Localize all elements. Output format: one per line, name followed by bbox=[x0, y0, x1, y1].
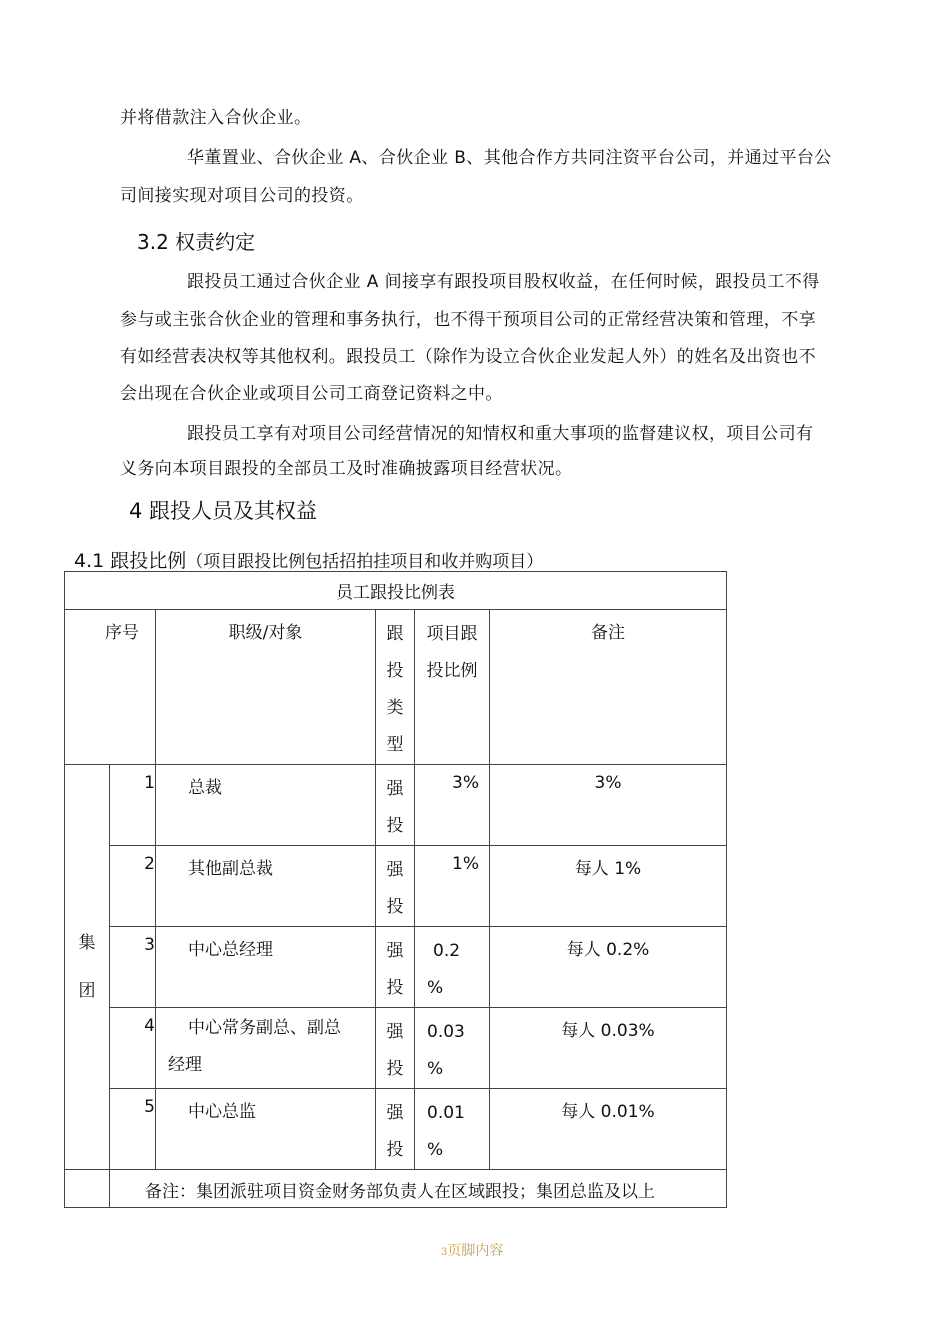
paragraph-text: 会出现在合伙企业或项目公司工商登记资料之中。 bbox=[120, 384, 503, 404]
row-ratio-value: 3% bbox=[452, 773, 479, 793]
row-ratio-value: 0.2 bbox=[433, 941, 461, 961]
row-number: 2 bbox=[110, 846, 156, 927]
row-ratio bbox=[415, 846, 490, 927]
paragraph-text: 华董置业、合伙企业 A、合伙企业 B、其他合作方共同注资平台公司，并通过平台公 bbox=[187, 148, 832, 168]
paragraph-text: 并将借款注入合伙企业。 bbox=[120, 108, 312, 128]
row-number: 1 bbox=[110, 765, 156, 846]
page-number: 3 bbox=[441, 1247, 448, 1258]
row-ratio-value: 0.03 bbox=[427, 1022, 465, 1042]
row-remark: 3% bbox=[490, 765, 727, 846]
row-type-char: 强 bbox=[386, 860, 404, 880]
row-type-char: 强 bbox=[386, 1103, 404, 1123]
header-ratio bbox=[415, 610, 490, 765]
group-char: 团 bbox=[78, 981, 96, 1001]
row-type-char: 投 bbox=[386, 897, 404, 917]
paragraph-text: 有如经营表决权等其他权利。跟投员工（除作为设立合伙企业发起人外）的姓名及出资也不 bbox=[120, 347, 816, 367]
row-number: 3 bbox=[110, 927, 156, 1008]
row-ratio-value: 1% bbox=[452, 854, 479, 874]
row-ratio bbox=[415, 1089, 490, 1170]
footnote-spacer bbox=[65, 1170, 110, 1208]
row-number: 4 bbox=[110, 1008, 156, 1089]
paragraph-text: 司间接实现对项目公司的投资。 bbox=[120, 186, 364, 206]
header-type bbox=[376, 610, 415, 765]
row-type bbox=[376, 1008, 415, 1089]
header-ratio-line: 项目跟 bbox=[426, 624, 478, 644]
investment-ratio-table bbox=[64, 571, 727, 1208]
section-heading-3-2: 3.2 权责约定 bbox=[137, 230, 256, 254]
row-remark: 每人 0.01% bbox=[490, 1089, 727, 1170]
row-ratio-unit: % bbox=[427, 1140, 444, 1160]
header-type-char: 投 bbox=[386, 661, 404, 681]
row-type bbox=[376, 765, 415, 846]
footer-text: 页脚内容 bbox=[447, 1243, 504, 1259]
row-level: 中心总经理 bbox=[156, 927, 376, 1008]
row-level: 中心总监 bbox=[156, 1089, 376, 1170]
row-remark: 每人 0.03% bbox=[490, 1008, 727, 1089]
row-ratio-unit: % bbox=[427, 978, 444, 998]
row-ratio-unit: % bbox=[427, 1059, 444, 1079]
table-row bbox=[65, 846, 727, 927]
paragraph-text: 参与或主张合伙企业的管理和事务执行，也不得干预项目公司的正常经营决策和管理，不享 bbox=[120, 310, 816, 330]
row-level bbox=[156, 1008, 376, 1089]
page-footer bbox=[441, 1240, 503, 1260]
paragraph-text: 义务向本项目跟投的全部员工及时准确披露项目经营状况。 bbox=[120, 459, 573, 479]
table-row bbox=[65, 927, 727, 1008]
row-type bbox=[376, 927, 415, 1008]
table-row bbox=[65, 1089, 727, 1170]
group-cell bbox=[65, 765, 110, 1170]
row-type-char: 投 bbox=[386, 978, 404, 998]
row-number: 5 bbox=[110, 1089, 156, 1170]
row-ratio bbox=[415, 1008, 490, 1089]
row-type bbox=[376, 846, 415, 927]
table-row bbox=[65, 1008, 727, 1089]
row-type-char: 投 bbox=[386, 1140, 404, 1160]
row-type-char: 投 bbox=[386, 816, 404, 836]
row-level-line: 中心常务副总、副总 bbox=[188, 1018, 341, 1038]
section-heading-4-1-note: （项目跟投比例包括招拍挂项目和收并购项目） bbox=[186, 552, 544, 572]
row-level-line: 经理 bbox=[168, 1055, 202, 1075]
table-title: 员工跟投比例表 bbox=[65, 572, 727, 610]
paragraph-text: 跟投员工通过合伙企业 A 间接享有跟投项目股权收益，在任何时候，跟投员工不得 bbox=[187, 272, 820, 292]
header-type-char: 跟 bbox=[386, 624, 404, 644]
section-heading-4-1 bbox=[74, 546, 543, 573]
table-footnote: 备注：集团派驻项目资金财务部负责人在区域跟投；集团总监及以上 bbox=[110, 1170, 727, 1208]
row-remark: 每人 0.2% bbox=[490, 927, 727, 1008]
row-remark: 每人 1% bbox=[490, 846, 727, 927]
row-type bbox=[376, 1089, 415, 1170]
row-ratio bbox=[415, 765, 490, 846]
header-ratio-line: 投比例 bbox=[426, 661, 478, 681]
row-type-char: 强 bbox=[386, 1022, 404, 1042]
row-ratio-value: 0.01 bbox=[427, 1103, 465, 1123]
section-heading-4-1-title: 4.1 跟投比例 bbox=[74, 550, 187, 572]
header-remark: 备注 bbox=[490, 610, 727, 765]
row-type-char: 投 bbox=[386, 1059, 404, 1079]
row-level: 其他副总裁 bbox=[156, 846, 376, 927]
row-ratio bbox=[415, 927, 490, 1008]
header-seq: 序号 bbox=[65, 610, 156, 765]
group-char: 集 bbox=[78, 933, 96, 953]
header-level: 职级/对象 bbox=[156, 610, 376, 765]
row-type-char: 强 bbox=[386, 941, 404, 961]
row-level: 总裁 bbox=[156, 765, 376, 846]
paragraph-text: 跟投员工享有对项目公司经营情况的知情权和重大事项的监督建议权，项目公司有 bbox=[187, 424, 814, 444]
row-type-char: 强 bbox=[386, 779, 404, 799]
section-heading-4: 4 跟投人员及其权益 bbox=[129, 499, 318, 523]
header-type-char: 型 bbox=[386, 735, 404, 755]
header-type-char: 类 bbox=[386, 698, 404, 718]
table-row bbox=[65, 765, 727, 846]
